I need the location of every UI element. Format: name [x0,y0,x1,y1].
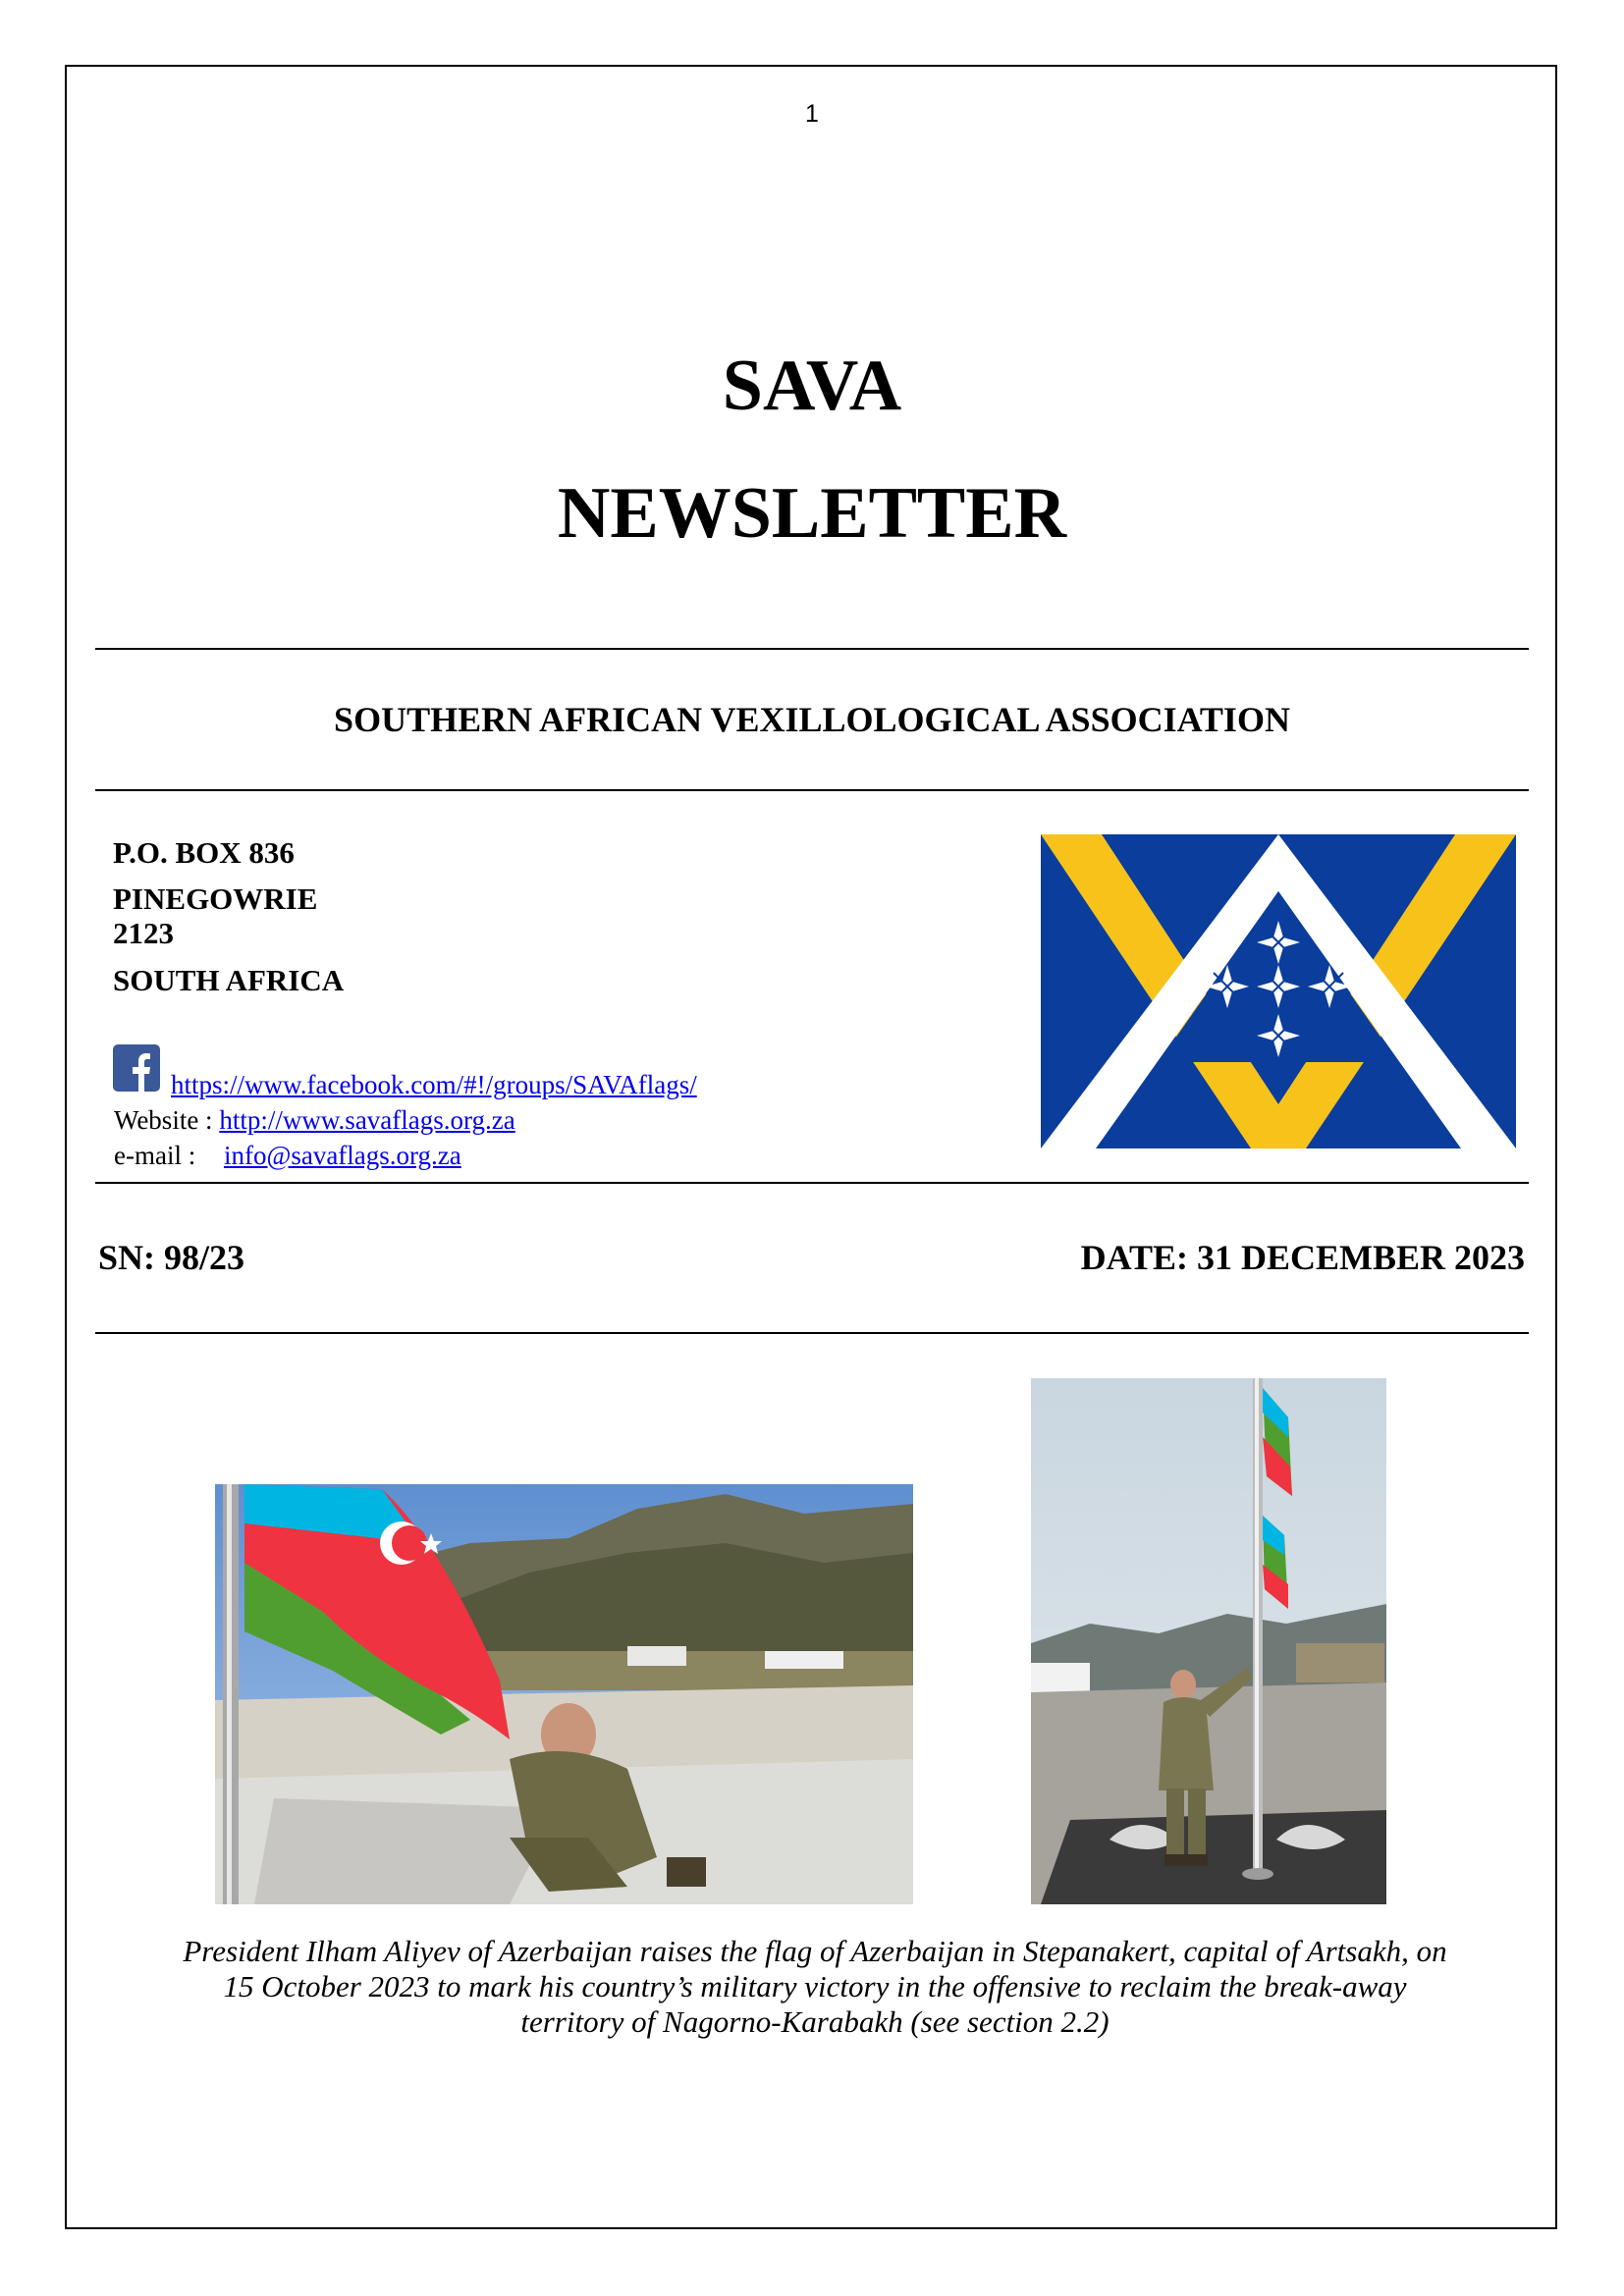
facebook-link[interactable]: https://www.facebook.com/#!/groups/SAVAflags/ [171,1070,697,1099]
photo-caption: President Ilham Aliyev of Azerbaijan raises the flag of Azerbaijan in Stepanakert, capital of Artsakh, on 15 October 2023 to mark his country’s military victory in the offensive to reclaim the break-away territory of Nagorno-Karabakh (see section 2.2) [183,1934,1447,2039]
facebook-icon[interactable] [113,1044,160,1092]
email-row [114,1143,461,1169]
website-label: Website : [114,1105,213,1135]
serial-number: SN: 98/23 [98,1238,245,1277]
association-name: SOUTHERN AFRICAN VEXILLOLOGICAL ASSOCIATION [334,700,1290,739]
photo-raising-flag [1031,1378,1386,1904]
divider-top [95,648,1529,650]
photo-kneeling-with-flag [215,1484,913,1904]
address-line-postcode: 2123 [113,916,174,950]
address-line-town: PINEGOWRIE [113,881,318,916]
email-label: e-mail : [114,1141,196,1170]
issue-date: DATE: 31 DECEMBER 2023 [1080,1238,1525,1277]
website-link[interactable]: http://www.savaflags.org.za [219,1105,515,1135]
divider-issue [95,1332,1529,1334]
website-row [114,1107,515,1134]
address-line-pobox: P.O. BOX 836 [113,835,295,870]
divider-contact [95,1182,1529,1184]
address-line-country: SOUTH AFRICA [113,963,345,997]
newsletter-title-line2: NEWSLETTER [557,473,1067,554]
newsletter-title-line1: SAVA [722,346,902,426]
page-number: 1 [805,100,819,128]
sava-flag [1041,834,1516,1148]
divider-association [95,789,1529,791]
email-link[interactable]: info@savaflags.org.za [223,1141,461,1170]
